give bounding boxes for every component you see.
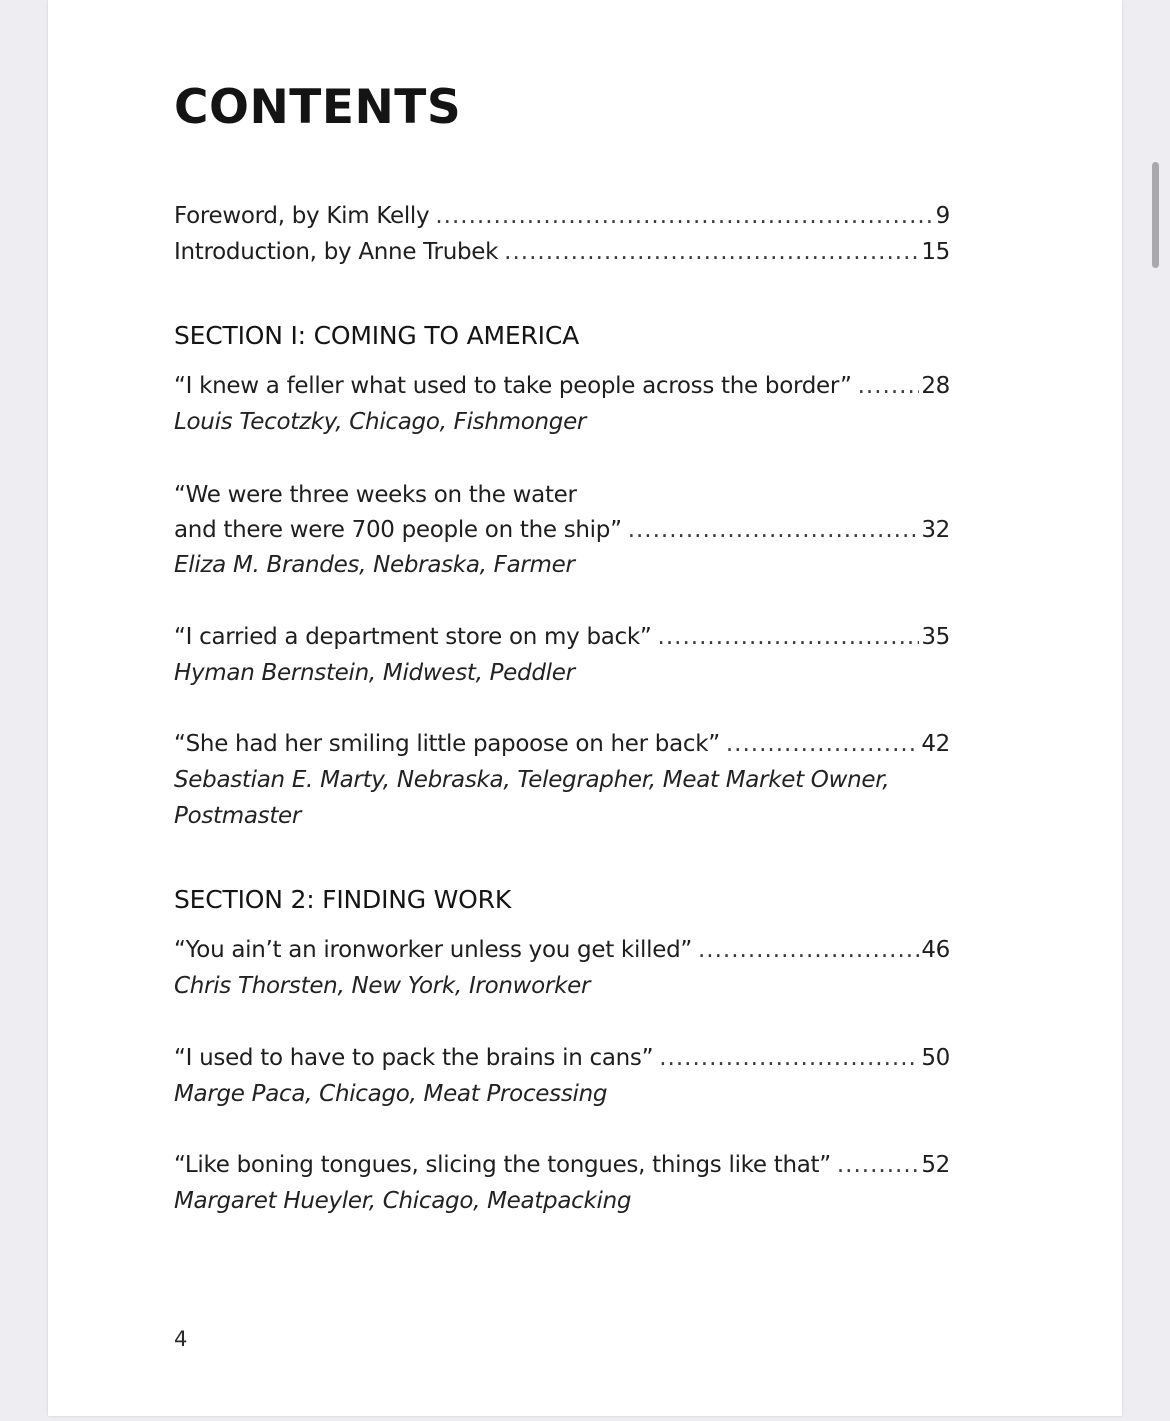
- toc-entry-foreword[interactable]: [174, 198, 950, 234]
- dot-leader: [628, 512, 920, 548]
- document-page: [48, 0, 1122, 1416]
- toc-entry-page: 50: [921, 1045, 950, 1071]
- section-heading-2: SECTION 2: FINDING WORK: [174, 885, 512, 914]
- dot-leader: [858, 368, 920, 404]
- toc-entry-page: 32: [921, 517, 950, 543]
- toc-entry-page: 28: [921, 373, 950, 399]
- toc-entry[interactable]: [174, 932, 950, 968]
- page-title: CONTENTS: [174, 80, 462, 135]
- toc-entry-author: Postmaster: [174, 803, 302, 829]
- toc-entry-title: Foreword, by Kim Kelly: [174, 203, 430, 229]
- toc-entry-title: Introduction, by Anne Trubek: [174, 239, 499, 265]
- dot-leader: [837, 1147, 919, 1183]
- toc-entry-title: “I used to have to pack the brains in cans”: [174, 1045, 654, 1071]
- toc-entry-introduction[interactable]: [174, 234, 950, 270]
- toc-entry-author: Margaret Hueyler, Chicago, Meatpacking: [174, 1188, 632, 1214]
- vertical-scrollbar-thumb[interactable]: [1152, 162, 1159, 268]
- toc-entry-title: “You ain’t an ironworker unless you get killed”: [174, 937, 692, 963]
- section-heading-1: SECTION I: COMING TO AMERICA: [174, 321, 579, 350]
- toc-entry-title: “She had her smiling little papoose on her back”: [174, 731, 720, 757]
- toc-entry[interactable]: [174, 1040, 950, 1076]
- toc-entry-title: “I carried a department store on my back”: [174, 624, 652, 650]
- dot-leader: [435, 198, 933, 234]
- dot-leader: [504, 234, 919, 270]
- toc-entry-page: 9: [935, 203, 950, 229]
- toc-entry-author: Marge Paca, Chicago, Meat Processing: [174, 1081, 608, 1107]
- dot-leader: [659, 1040, 919, 1076]
- toc-entry-title: “I knew a feller what used to take people across the border”: [174, 373, 852, 399]
- toc-entry-author: Sebastian E. Marty, Nebraska, Telegrapher, Meat Market Owner,: [174, 767, 890, 793]
- toc-entry-page: 35: [921, 624, 950, 650]
- toc-entry-title: “Like boning tongues, slicing the tongues, things like that”: [174, 1152, 831, 1178]
- toc-entry-author: Eliza M. Brandes, Nebraska, Farmer: [174, 552, 575, 578]
- toc-entry-page: 15: [921, 239, 950, 265]
- dot-leader: [698, 932, 919, 968]
- dot-leader: [658, 619, 920, 655]
- toc-entry-title-line[interactable]: “We were three weeks on the water: [174, 482, 577, 508]
- toc-entry[interactable]: [174, 726, 950, 762]
- toc-entry-page: 42: [921, 731, 950, 757]
- toc-entry-author: Louis Tecotzky, Chicago, Fishmonger: [174, 409, 587, 435]
- toc-entry[interactable]: [174, 368, 950, 404]
- toc-entry[interactable]: [174, 512, 950, 548]
- toc-entry-author: Hyman Bernstein, Midwest, Peddler: [174, 660, 575, 686]
- page-number: 4: [174, 1327, 188, 1351]
- toc-entry[interactable]: [174, 619, 950, 655]
- dot-leader: [726, 726, 919, 762]
- toc-entry-title: and there were 700 people on the ship”: [174, 517, 622, 543]
- toc-entry[interactable]: [174, 1147, 950, 1183]
- toc-entry-page: 46: [921, 937, 950, 963]
- toc-entry-author: Chris Thorsten, New York, Ironworker: [174, 973, 591, 999]
- toc-entry-page: 52: [921, 1152, 950, 1178]
